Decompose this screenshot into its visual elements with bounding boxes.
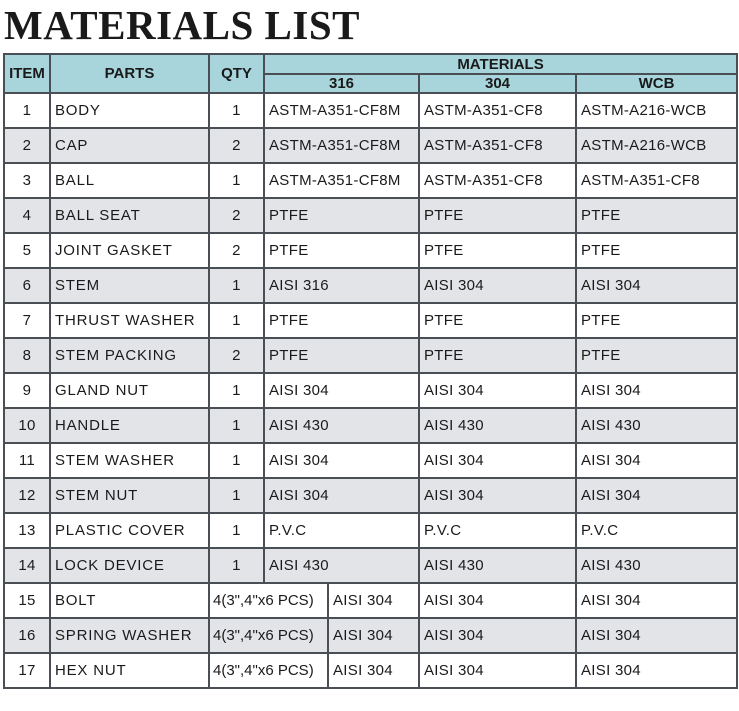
material-304-cell: AISI 430 xyxy=(419,548,576,583)
item-cell: 7 xyxy=(4,303,50,338)
qty-cell: 1 xyxy=(209,163,264,198)
material-wcb-cell: AISI 304 xyxy=(576,443,737,478)
material-304-cell: PTFE xyxy=(419,303,576,338)
material-316-cell: AISI 316 xyxy=(264,268,419,303)
material-316-cell: ASTM-A351-CF8M xyxy=(264,93,419,128)
material-304-cell: ASTM-A351-CF8 xyxy=(419,93,576,128)
material-316-cell: ASTM-A351-CF8M xyxy=(264,163,419,198)
item-cell: 15 xyxy=(4,583,50,618)
material-wcb-cell: ASTM-A351-CF8 xyxy=(576,163,737,198)
item-cell: 11 xyxy=(4,443,50,478)
item-cell: 12 xyxy=(4,478,50,513)
part-cell: HANDLE xyxy=(50,408,209,443)
table-row xyxy=(4,128,737,163)
material-wcb-cell: AISI 304 xyxy=(576,373,737,408)
page-title: MATERIALS LIST xyxy=(4,2,360,48)
table-row xyxy=(4,198,737,233)
table-row xyxy=(4,618,737,653)
material-wcb-cell: P.V.C xyxy=(576,513,737,548)
material-wcb-cell: PTFE xyxy=(576,303,737,338)
table-row xyxy=(4,233,737,268)
part-cell: BODY xyxy=(50,93,209,128)
header-material-wcb: WCB xyxy=(576,74,737,93)
item-cell: 3 xyxy=(4,163,50,198)
qty-cell: 1 xyxy=(209,548,264,583)
item-cell: 6 xyxy=(4,268,50,303)
part-cell: BALL xyxy=(50,163,209,198)
header-material-304: 304 xyxy=(419,74,576,93)
table-row xyxy=(4,513,737,548)
item-cell: 13 xyxy=(4,513,50,548)
material-wcb-cell: PTFE xyxy=(576,338,737,373)
qty-cell: 2 xyxy=(209,128,264,163)
material-wcb-cell: PTFE xyxy=(576,198,737,233)
table-row xyxy=(4,478,737,513)
material-316-cell: AISI 430 xyxy=(264,548,419,583)
table-row xyxy=(4,303,737,338)
table-row xyxy=(4,443,737,478)
material-316-cell: AISI 304 xyxy=(264,478,419,513)
qty-cell: 2 xyxy=(209,338,264,373)
material-316-cell: PTFE xyxy=(264,198,419,233)
item-cell: 10 xyxy=(4,408,50,443)
item-cell: 16 xyxy=(4,618,50,653)
material-316-cell: AISI 304 xyxy=(328,618,419,653)
qty-cell: 4(3",4"x6 PCS) xyxy=(209,653,328,688)
part-cell: STEM WASHER xyxy=(50,443,209,478)
item-cell: 5 xyxy=(4,233,50,268)
part-cell: PLASTIC COVER xyxy=(50,513,209,548)
material-304-cell: AISI 304 xyxy=(419,268,576,303)
table-row xyxy=(4,548,737,583)
material-304-cell: PTFE xyxy=(419,198,576,233)
item-cell: 9 xyxy=(4,373,50,408)
material-304-cell: PTFE xyxy=(419,233,576,268)
part-cell: CAP xyxy=(50,128,209,163)
material-304-cell: ASTM-A351-CF8 xyxy=(419,128,576,163)
material-wcb-cell: ASTM-A216-WCB xyxy=(576,128,737,163)
part-cell: SPRING WASHER xyxy=(50,618,209,653)
part-cell: LOCK DEVICE xyxy=(50,548,209,583)
table-row xyxy=(4,338,737,373)
part-cell: JOINT GASKET xyxy=(50,233,209,268)
item-cell: 14 xyxy=(4,548,50,583)
material-wcb-cell: AISI 304 xyxy=(576,653,737,688)
material-304-cell: P.V.C xyxy=(419,513,576,548)
item-cell: 8 xyxy=(4,338,50,373)
material-316-cell: AISI 304 xyxy=(264,443,419,478)
material-wcb-cell: AISI 304 xyxy=(576,618,737,653)
material-wcb-cell: PTFE xyxy=(576,233,737,268)
table-row xyxy=(4,653,737,688)
part-cell: STEM PACKING xyxy=(50,338,209,373)
qty-cell: 1 xyxy=(209,268,264,303)
header-parts: PARTS xyxy=(50,54,209,93)
material-wcb-cell: AISI 304 xyxy=(576,583,737,618)
header-materials: MATERIALS xyxy=(264,54,737,74)
part-cell: GLAND NUT xyxy=(50,373,209,408)
part-cell: THRUST WASHER xyxy=(50,303,209,338)
table-body xyxy=(4,93,737,688)
material-wcb-cell: AISI 304 xyxy=(576,478,737,513)
material-316-cell: PTFE xyxy=(264,233,419,268)
table-row xyxy=(4,163,737,198)
material-wcb-cell: AISI 430 xyxy=(576,548,737,583)
qty-cell: 2 xyxy=(209,233,264,268)
material-wcb-cell: ASTM-A216-WCB xyxy=(576,93,737,128)
qty-cell: 2 xyxy=(209,198,264,233)
part-cell: BOLT xyxy=(50,583,209,618)
material-304-cell: AISI 304 xyxy=(419,583,576,618)
material-316-cell: P.V.C xyxy=(264,513,419,548)
qty-cell: 1 xyxy=(209,303,264,338)
material-316-cell: AISI 304 xyxy=(328,583,419,618)
material-304-cell: PTFE xyxy=(419,338,576,373)
material-304-cell: AISI 304 xyxy=(419,373,576,408)
item-cell: 4 xyxy=(4,198,50,233)
qty-cell: 1 xyxy=(209,373,264,408)
table-row xyxy=(4,583,737,618)
item-cell: 17 xyxy=(4,653,50,688)
qty-cell: 1 xyxy=(209,93,264,128)
qty-cell: 4(3",4"x6 PCS) xyxy=(209,618,328,653)
material-304-cell: ASTM-A351-CF8 xyxy=(419,163,576,198)
table-row xyxy=(4,93,737,128)
table-header xyxy=(4,54,737,93)
qty-cell: 1 xyxy=(209,408,264,443)
part-cell: STEM NUT xyxy=(50,478,209,513)
table-row xyxy=(4,408,737,443)
material-316-cell: AISI 304 xyxy=(328,653,419,688)
item-cell: 2 xyxy=(4,128,50,163)
material-304-cell: AISI 304 xyxy=(419,618,576,653)
material-304-cell: AISI 430 xyxy=(419,408,576,443)
qty-cell: 4(3",4"x6 PCS) xyxy=(209,583,328,618)
qty-cell: 1 xyxy=(209,513,264,548)
material-316-cell: PTFE xyxy=(264,303,419,338)
header-item: ITEM xyxy=(4,54,50,93)
part-cell: HEX NUT xyxy=(50,653,209,688)
material-316-cell: AISI 430 xyxy=(264,408,419,443)
materials-table xyxy=(3,53,738,689)
material-316-cell: ASTM-A351-CF8M xyxy=(264,128,419,163)
qty-cell: 1 xyxy=(209,443,264,478)
item-cell: 1 xyxy=(4,93,50,128)
material-304-cell: AISI 304 xyxy=(419,653,576,688)
material-wcb-cell: AISI 304 xyxy=(576,268,737,303)
material-304-cell: AISI 304 xyxy=(419,478,576,513)
material-304-cell: AISI 304 xyxy=(419,443,576,478)
table-row xyxy=(4,373,737,408)
material-316-cell: PTFE xyxy=(264,338,419,373)
part-cell: STEM xyxy=(50,268,209,303)
header-qty: QTY xyxy=(209,54,264,93)
qty-cell: 1 xyxy=(209,478,264,513)
table-row xyxy=(4,268,737,303)
part-cell: BALL SEAT xyxy=(50,198,209,233)
header-material-316: 316 xyxy=(264,74,419,93)
material-316-cell: AISI 304 xyxy=(264,373,419,408)
material-wcb-cell: AISI 430 xyxy=(576,408,737,443)
